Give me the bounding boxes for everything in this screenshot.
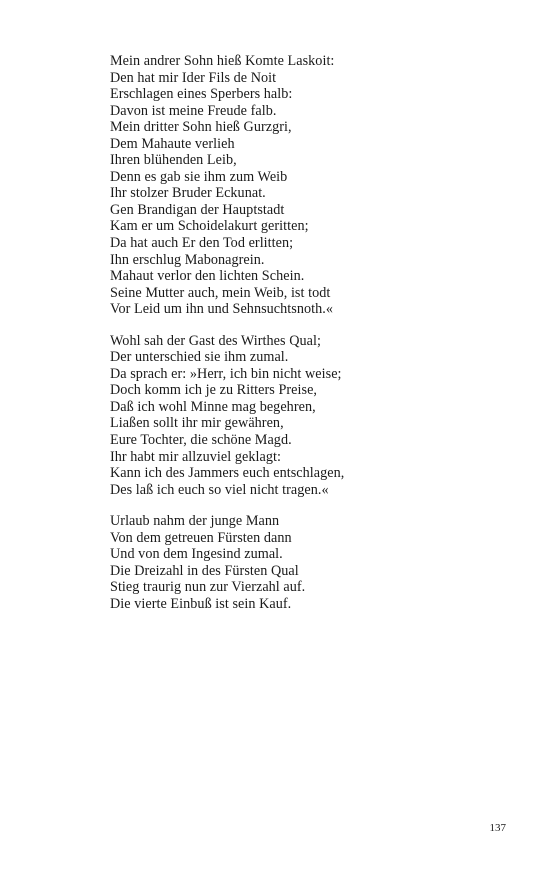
page-number: 137 xyxy=(489,822,506,834)
verse-line: Und von dem Ingesind zumal. xyxy=(110,546,283,563)
stanza-3 xyxy=(110,513,510,612)
verse-line: Den hat mir Ider Fils de Noit xyxy=(110,69,277,86)
verse-line: Liaßen sollt ihr mir gewähren, xyxy=(110,415,284,432)
verse-line: Dem Mahaute verlieh xyxy=(110,135,235,152)
verse-line: Gen Brandigan der Hauptstadt xyxy=(110,201,285,218)
verse-line: Stieg traurig nun zur Vierzahl auf. xyxy=(110,579,306,596)
verse-line: Mein dritter Sohn hieß Gurzgri, xyxy=(110,119,292,136)
verse-line: Von dem getreuen Fürsten dann xyxy=(110,529,292,546)
verse-line: Daß ich wohl Minne mag begehren, xyxy=(110,398,316,415)
verse-line: Kann ich des Jammers euch entschlagen, xyxy=(110,465,345,482)
verse-line: Denn es gab sie ihm zum Weib xyxy=(110,168,288,185)
verse-line: Urlaub nahm der junge Mann xyxy=(110,513,280,530)
verse-line: Mahaut verlor den lichten Schein. xyxy=(110,268,305,285)
verse-line: Eure Tochter, die schöne Magd. xyxy=(110,432,292,449)
verse-line: Erschlagen eines Sperbers halb: xyxy=(110,86,293,103)
verse-line: Ihn erschlug Mabonagrein. xyxy=(110,251,265,268)
stanza-2 xyxy=(110,333,510,498)
verse-line: Seine Mutter auch, mein Weib, ist todt xyxy=(110,284,331,301)
verse-line: Kam er um Schoidelakurt geritten; xyxy=(110,218,309,235)
verse-line: Ihren blühenden Leib, xyxy=(110,152,237,169)
verse-line: Die Dreizahl in des Fürsten Qual xyxy=(110,562,299,579)
verse-line: Wohl sah der Gast des Wirthes Qual; xyxy=(110,332,321,349)
verse-line: Des laß ich euch so viel nicht tragen.« xyxy=(110,481,329,498)
verse-line: Die vierte Einbuß ist sein Kauf. xyxy=(110,595,292,612)
verse-line: Davon ist meine Freude falb. xyxy=(110,102,277,119)
verse-line: Mein andrer Sohn hieß Komte Laskoit: xyxy=(110,53,335,69)
verse-line: Doch komm ich je zu Ritters Preise, xyxy=(110,382,318,399)
verse-line: Vor Leid um ihn und Sehnsuchtsnoth.« xyxy=(110,301,334,318)
verse-line: Ihr stolzer Bruder Eckunat. xyxy=(110,185,266,202)
verse-line: Der unterschied sie ihm zumal. xyxy=(110,349,289,366)
verse-line: Da sprach er: »Herr, ich bin nicht weise; xyxy=(110,365,342,382)
poem-text xyxy=(110,53,510,628)
verse-line: Ihr habt mir allzuviel geklagt: xyxy=(110,448,281,465)
stanza-1 xyxy=(110,53,510,318)
verse-line: Da hat auch Er den Tod erlitten; xyxy=(110,235,294,252)
